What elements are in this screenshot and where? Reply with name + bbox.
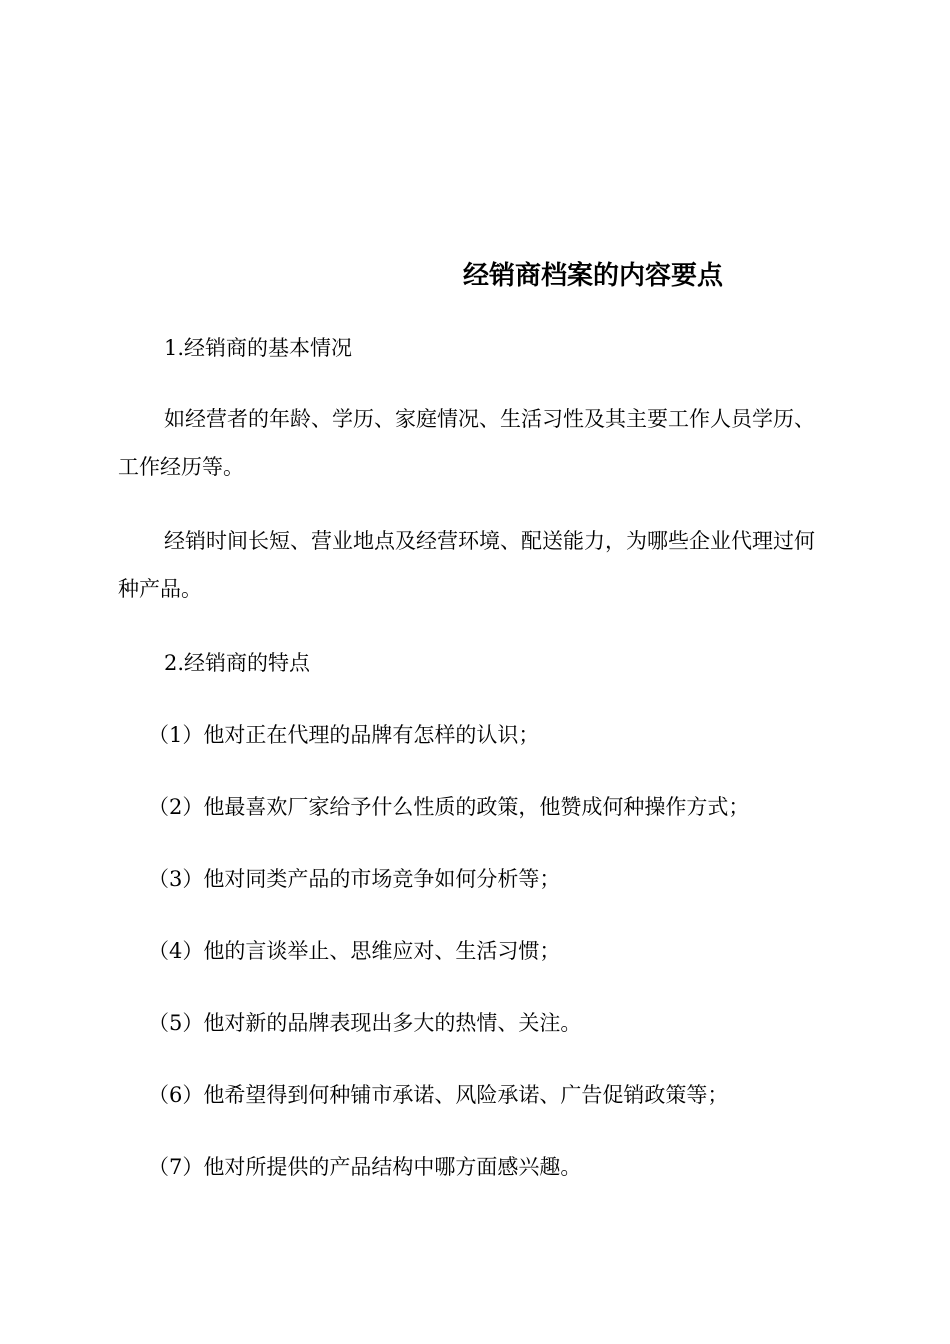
section-2-item-6: （6）他希望得到何种铺市承诺、风险承诺、广告促销政策等； (148, 1083, 729, 1107)
section-2-item-2: （2）他最喜欢厂家给予什么性质的政策，他赞成何种操作方式； (148, 795, 750, 819)
section-2-item-5: （5）他对新的品牌表现出多大的热情、关注。 (148, 1011, 582, 1035)
section-2-heading: 2.经销商的特点 (164, 651, 311, 675)
section-1-paragraph-2: 经销时间长短、营业地点及经营环境、配送能力，为哪些企业代理过何种产品。 (118, 529, 815, 601)
section-1-paragraph-1: 如经营者的年龄、学历、家庭情况、生活习性及其主要工作人员学历、工作经历等。 (118, 407, 815, 479)
document-title: 经销商档案的内容要点 (463, 261, 724, 291)
section-2-item-1: （1）他对正在代理的品牌有怎样的认识； (148, 723, 540, 747)
section-2-item-7: （7）他对所提供的产品结构中哪方面感兴趣。 (148, 1155, 582, 1179)
section-2-item-3: （3）他对同类产品的市场竞争如何分析等； (148, 867, 561, 891)
section-1-heading: 1.经销商的基本情况 (164, 336, 353, 360)
section-2-item-4: （4）他的言谈举止、思维应对、生活习惯； (148, 939, 561, 963)
